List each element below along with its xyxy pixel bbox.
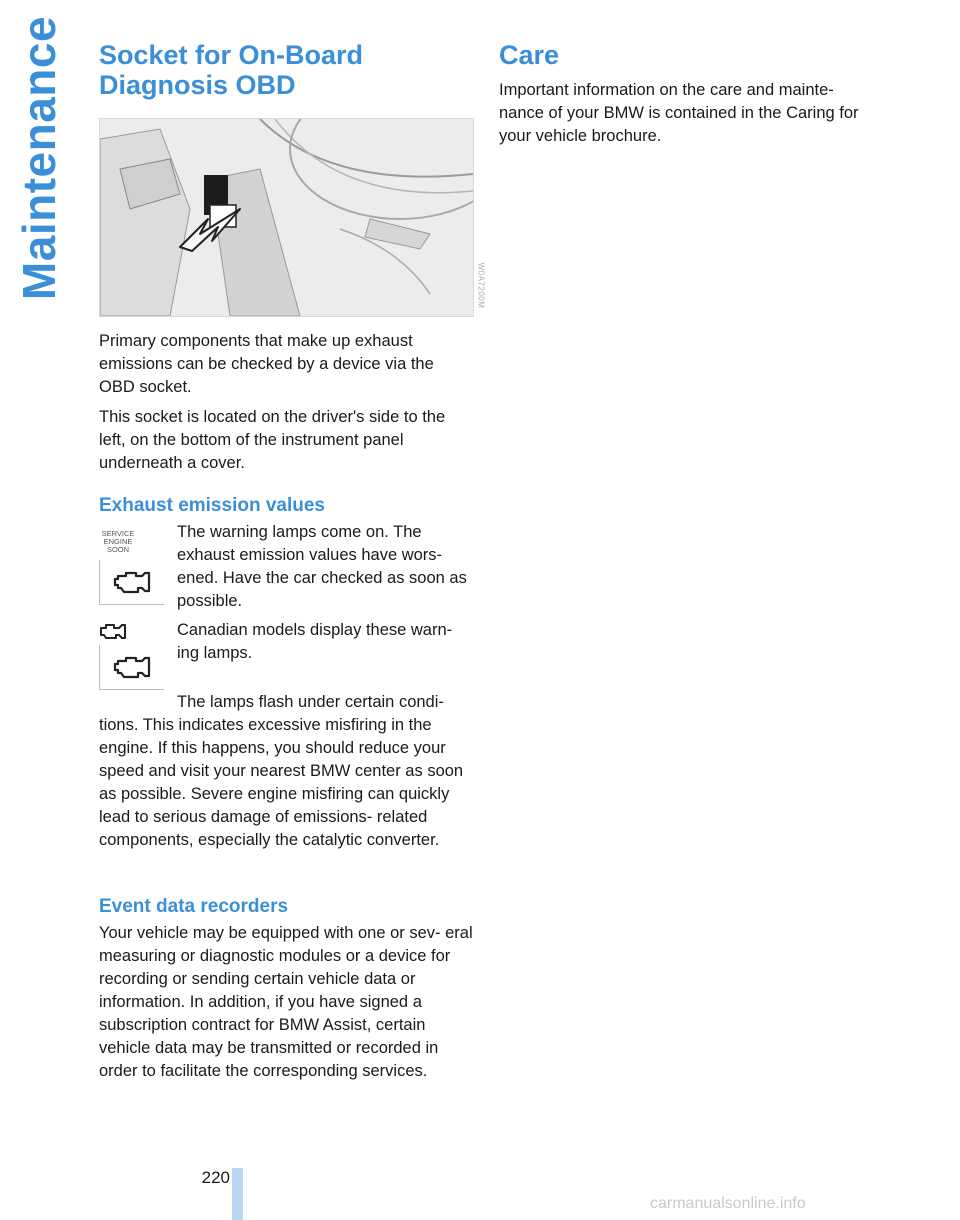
section-tab: [13, 15, 66, 301]
paragraph: Important information on the care and mainte- nance of your BMW is contained in the Caring for your vehicle brochure.: [499, 81, 859, 145]
figure-code: W0A7200M: [476, 262, 486, 308]
left-heading-block: [99, 40, 474, 100]
care-heading-block: [499, 40, 874, 70]
watermark: carmanualsonline.info: [650, 1195, 806, 1212]
paragraph: Canadian models display these warn- ing lamps.: [177, 621, 453, 662]
check-engine-lamp-icon: [99, 560, 164, 605]
paragraph: tions. This indicates excessive misfiring in the engine. If this happens, you should reduce your speed and visit your nearest BMW center as soon as possible. Severe engine misfiring can quickly lead to serious damage of emissions- related components, especially the catalytic converter.: [99, 716, 464, 849]
obd-intro: [99, 330, 474, 475]
obd-heading: Socket for On-Board Diagnosis OBD: [99, 40, 364, 100]
check-engine-small-icon: [99, 620, 129, 642]
paragraph: This socket is located on the driver's side to the left, on the bottom of the instrument panel underneath a cover.: [99, 408, 446, 472]
page-number-bar: [232, 1168, 243, 1220]
obd-socket-illustration: [99, 118, 474, 317]
paragraph-first-line: The lamps flash under certain condi-: [177, 693, 444, 711]
exhaust-heading: Exhaust emission values: [99, 495, 325, 516]
dashboard-drawing: [100, 119, 473, 316]
paragraph: The warning lamps come on. The exhaust emission values have wors- ened. Have the car checked as soon as possible.: [177, 523, 467, 610]
check-engine-lamp-icon: [99, 645, 164, 690]
exhaust-heading-block: [99, 494, 474, 518]
care-heading: Care: [499, 40, 560, 70]
service-engine-soon-label: SERVICE ENGINE SOON: [101, 529, 135, 554]
paragraph: Primary components that make up exhaust emissions can be checked by a device via the OBD socket.: [99, 332, 434, 396]
section-tab-label: Maintenance: [13, 15, 66, 301]
exhaust-text-3-first-block: [177, 691, 475, 714]
event-data-heading: Event data recorders: [99, 896, 289, 917]
event-heading-block: [99, 895, 474, 919]
event-text-block: [99, 922, 474, 1083]
exhaust-text-1-block: [177, 521, 475, 613]
page-number: 220: [201, 1168, 230, 1187]
care-text-block: [499, 79, 874, 148]
exhaust-text-3-block: [99, 714, 474, 852]
exhaust-text-2-block: [177, 619, 475, 665]
paragraph: Your vehicle may be equipped with one or sev- eral measuring or diagnostic modules or a device for recording or sending certain vehicle data or information. In addition, if you have signed a subscription contract for BMW Assist, certain vehicle data may be transmitted or recorded in order to facilitate the corresponding services.: [99, 924, 473, 1080]
